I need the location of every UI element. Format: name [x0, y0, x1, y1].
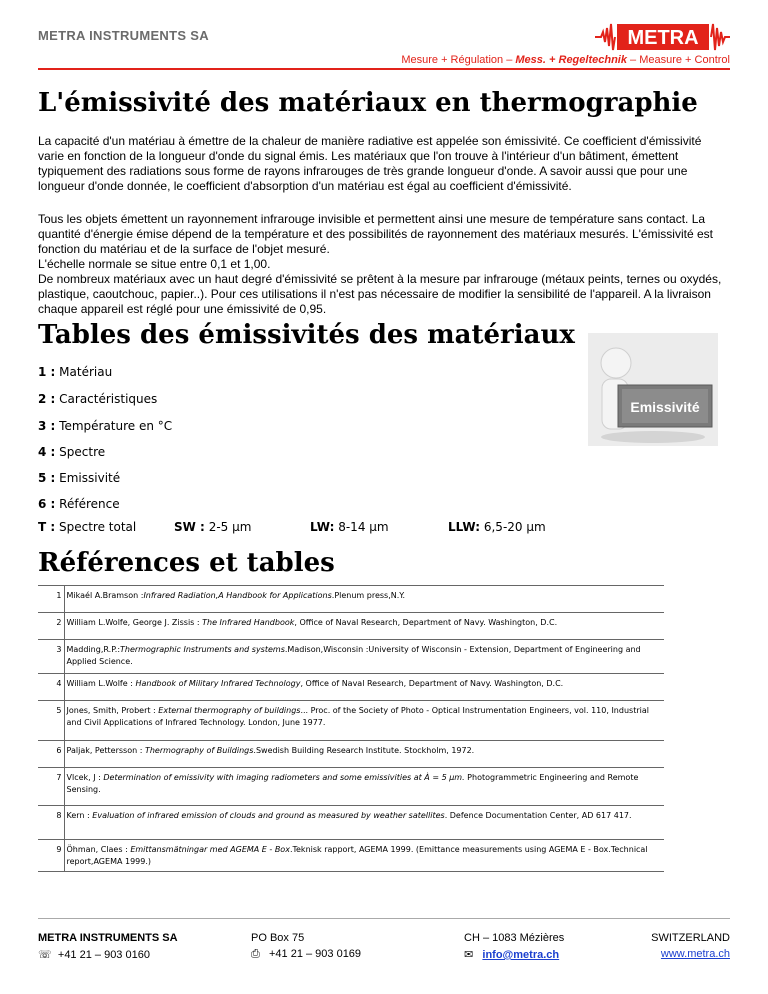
- emissivite-illustration: [588, 333, 718, 446]
- legend-item-1: 1 : Matériau: [38, 365, 113, 379]
- fax-icon: ⎙: [251, 948, 260, 960]
- reference-row: [38, 701, 664, 741]
- reference-text: Vlcek, J : Determination of emissivity with imaging radiometers and some emissivities at À = 5 µm. Photogrammetric Engineering and Remote Sensing.: [64, 768, 664, 806]
- intro-paragraph: La capacité d'un matériau à émettre de la chaleur de manière radiative est appelée son émissivité. Ce coefficient d'émissivité varie en fonction de la longueur d'onde du signal émis. Les matériaux que l'on trouve à l'intérieur d'un bâtiment, émettent typiquement des radiations sous forme de rayons infrarouges de très grande longueur d'onde. A savoir aussi que pour une longueur d'onde donnée, le coefficient d'absorption d'un matériau est égal au coefficient d'émissivité.: [38, 134, 702, 193]
- legend-item-2: 2 : Caractéristiques: [38, 392, 158, 406]
- header-divider: [38, 68, 730, 70]
- reference-text: Kern : Evaluation of infrared emission of clouds and ground as measured by weather satellites. Defence Documentation Center, AD 617 417.: [64, 806, 664, 840]
- reference-row: [38, 806, 664, 840]
- reference-text: Öhman, Claes : Emittansmätningar med AGEMA E - Box.Teknisk rapport, AGEMA 1999. (Emittance measurements using AGEMA E - Box.Technical report,AGEMA 1999.): [64, 840, 664, 872]
- page-header: [38, 22, 730, 70]
- reference-row: [38, 768, 664, 806]
- reference-text: William L.Wolfe : Handbook of Military Infrared Technology, Office of Naval Research, Department of Navy. Washington, D.C.: [64, 674, 664, 701]
- reference-row: [38, 840, 664, 872]
- emissivite-sign-label: Emissivité: [630, 399, 700, 415]
- company-name: METRA INSTRUMENTS SA: [38, 28, 209, 43]
- spectrum-total: T : Spectre total: [38, 520, 137, 534]
- spectrum-llw: LLW: 6,5-20 µm: [448, 520, 546, 534]
- footer-email[interactable]: ✉ info@metra.ch: [464, 949, 560, 961]
- tables-title: Tables des émissivités des matériaux: [38, 320, 575, 350]
- phone-icon: ☏: [38, 949, 52, 961]
- reference-number: 5: [38, 701, 64, 741]
- reference-number: 3: [38, 640, 64, 674]
- reference-number: 9: [38, 840, 64, 872]
- mail-icon: ✉: [464, 949, 474, 961]
- reference-number: 1: [38, 586, 64, 613]
- reference-number: 8: [38, 806, 64, 840]
- spectrum-lw: LW: 8-14 µm: [310, 520, 389, 534]
- reference-text: Mikaél A.Bramson :Infrared Radiation,A Handbook for Applications.Plenum press,N.Y.: [64, 586, 664, 613]
- footer-website[interactable]: www.metra.ch: [660, 948, 730, 960]
- reference-row: [38, 613, 664, 640]
- legend-item-5: 5 : Emissivité: [38, 471, 121, 485]
- reference-row: [38, 674, 664, 701]
- footer-pobox: PO Box 75: [251, 932, 305, 944]
- footer-country: SWITZERLAND: [651, 932, 730, 944]
- reference-number: 4: [38, 674, 64, 701]
- reference-row: [38, 741, 664, 768]
- footer-divider: [38, 918, 730, 919]
- reference-text: Paljak, Pettersson : Thermography of Buildings.Swedish Building Research Institute. Stockholm, 1972.: [64, 741, 664, 768]
- reference-text: Jones, Smith, Probert : External thermography of buildings... Proc. of the Society of Photo - Optical Instrumentation Engineers, vol. 110, Industrial and Civil Applications of Infrared Technology. London, June 1977.: [64, 701, 664, 741]
- spectrum-sw: SW : 2-5 µm: [174, 520, 252, 534]
- references-title: Références et tables: [38, 548, 335, 578]
- footer-company: METRA INSTRUMENTS SA: [38, 932, 178, 944]
- legend-item-6: 6 : Référence: [38, 497, 120, 511]
- reference-text: Madding,R.P.:Thermographic Instruments and systems.Madison,Wisconsin :University of Wisconsin - Extension, Department of Engineering and Applied Science.: [64, 640, 664, 674]
- references-table: [38, 585, 664, 872]
- metra-logo: [595, 22, 730, 52]
- reference-number: 6: [38, 741, 64, 768]
- legend-item-3: 3 : Température en °C: [38, 419, 173, 433]
- reference-number: 7: [38, 768, 64, 806]
- reference-number: 2: [38, 613, 64, 640]
- footer-phone: ☏ +41 21 – 903 0160: [38, 949, 150, 961]
- footer-fax: ⎙ +41 21 – 903 0169: [251, 948, 362, 960]
- legend-item-4: 4 : Spectre: [38, 445, 106, 459]
- footer-city: CH – 1083 Mézières: [464, 932, 565, 944]
- reference-text: William L.Wolfe, George J. Zissis : The Infrared Handbook, Office of Naval Research, Department of Navy. Washington, D.C.: [64, 613, 664, 640]
- reference-row: [38, 640, 664, 674]
- reference-row: [38, 586, 664, 613]
- main-title: L'émissivité des matériaux en thermographie: [38, 88, 698, 118]
- body-paragraph: Tous les objets émettent un rayonnement infrarouge invisible et permettent ainsi une mesure de température sans contact. La quantité d'énergie émise dépend de la température et des possibilités de rayonnement des matériaux mesurés. L'émissivité est fonction du matériau et de la surface de l'objet mesuré. L'échelle normale se situe entre 0,1 et 1,00. De nombreux matériaux avec un haut degré d'émissivité se prêtent à la mesure par infrarouge (métaux peints, ternes ou oxydés, plastique, caoutchouc, papier..). Pour ces utilisations il n'est pas nécessaire de modifier la sensibilité de l'appareil. A la livraison chaque appareil est réglé pour une émissivité de 0,95.: [38, 212, 722, 316]
- tagline: Mesure + Régulation – Mess. + Regeltechnik – Measure + Control: [401, 54, 730, 66]
- logo-text: METRA: [627, 27, 699, 49]
